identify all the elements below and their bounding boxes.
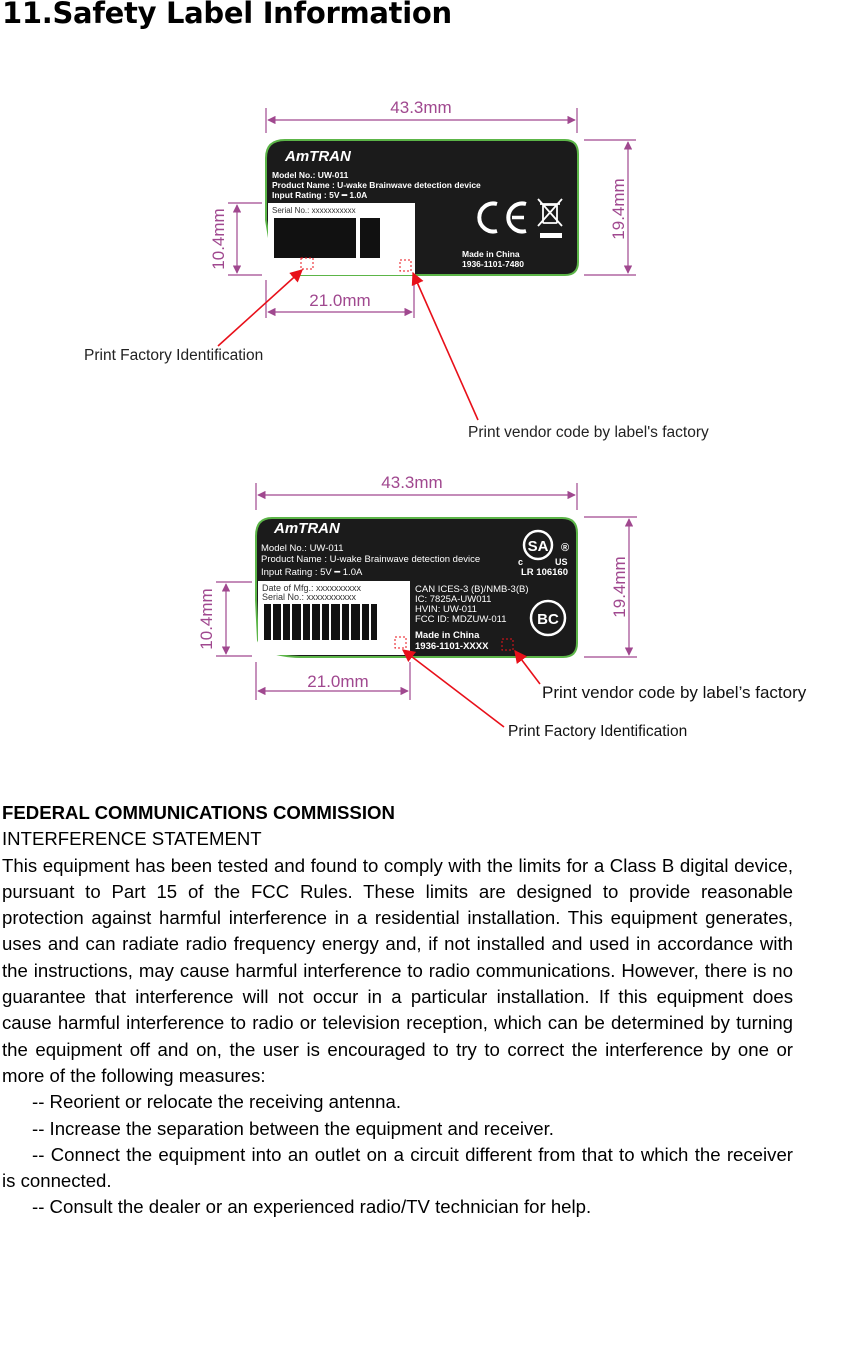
label-2-fcc-id: FCC ID: MDZUW-011 (415, 614, 507, 625)
csa-c-label: c (518, 557, 524, 567)
csa-lr-label: LR 106160 (521, 567, 569, 578)
label-2-part-no: 1936-1101-XXXX (415, 641, 489, 652)
page-heading: 11.Safety Label Information (2, 0, 452, 30)
label-1-barcode-block (274, 218, 356, 258)
label-2-model: Model No.: UW-011 (261, 543, 344, 554)
label-2-made-in: Made in China (415, 630, 480, 641)
label-2-rating: Input Rating : 5V ━ 1.0A (261, 567, 363, 578)
bc-mark-text: BC (537, 611, 559, 628)
fcc-measure-3: -- Connect the equipment into an outlet on a circuit different from that to which the receiver is connected. (2, 1143, 793, 1192)
svg-text:SA: SA (527, 538, 549, 555)
label-1-vendor-arrow (413, 273, 478, 420)
label-1-barcode-block-small (360, 218, 380, 258)
label-2-factory-callout: Print Factory Identification (508, 723, 688, 740)
label-1-part-no: 1936-1101-7480 (462, 259, 524, 269)
label-1-model: Model No.: UW-011 (272, 170, 349, 180)
label-2-hvin: HVIN: UW-011 (415, 604, 477, 615)
label-1-factory-arrow (218, 270, 302, 346)
label-2-mfg-date: Date of Mfg.: xxxxxxxxxx (262, 583, 362, 593)
label-2-factory-arrow (403, 650, 504, 727)
label-2-sub-height-dim: 10.4mm (197, 588, 216, 650)
label-2-height-dim: 19.4mm (610, 556, 629, 618)
label-1-rating: Input Rating : 5V ━ 1.0A (272, 190, 368, 200)
label-1-sub-height-dim: 10.4mm (209, 208, 228, 270)
label-1-height-dim: 19.4mm (609, 178, 628, 240)
label-2-product: Product Name : U-wake Brainwave detection device (261, 554, 481, 565)
label-2-sub-width-dim: 21.0mm (307, 672, 369, 691)
csa-us-label: US (555, 557, 568, 567)
fcc-measure-1: -- Reorient or relocate the receiving antenna. (32, 1091, 401, 1113)
fcc-body: This equipment has been tested and found to comply with the limits for a Class B digital device, pursuant to Part 15 of the FCC Rules. These limits are designed to provide reasonable protection against harmful interference in a residential installation. This equipment generates, uses and can radiate radio frequency energy and, if not installed and used in accordance with the instructions, may cause harmful interference to radio communications. However, there is no guarantee that interference will not occur in a particular installation. If this equipment does cause harmful interference to radio or television reception, which can be determined by turning the equipment off and on, the user is encouraged to try to correct the interference by one or more of the following measures: (2, 854, 793, 1086)
label-1 (84, 98, 709, 441)
label-1-made-in: Made in China (462, 249, 520, 259)
fcc-statement (2, 800, 793, 1221)
label-2-width-dim: 43.3mm (381, 473, 443, 492)
label-2 (197, 473, 807, 740)
svg-text:®: ® (561, 542, 570, 554)
fcc-subtitle: INTERFERENCE STATEMENT (2, 828, 262, 850)
label-1-factory-callout: Print Factory Identification (84, 347, 264, 364)
label-2-brand: AmTRAN (274, 520, 340, 537)
label-1-width-dim: 43.3mm (390, 98, 452, 117)
label-2-serial: Serial No.: xxxxxxxxxxx (262, 592, 357, 602)
label-1-sub-width-dim: 21.0mm (309, 291, 371, 310)
label-1-serial: Serial No.: xxxxxxxxxxx (272, 206, 356, 215)
fcc-title: FEDERAL COMMUNICATIONS COMMISSION (2, 802, 395, 823)
fcc-measure-2: -- Increase the separation between the equipment and receiver. (32, 1117, 554, 1139)
label-2-can-ices: CAN ICES-3 (B)/NMB-3(B) (415, 584, 529, 595)
fcc-measure-4: -- Consult the dealer or an experienced radio/TV technician for help. (32, 1196, 592, 1218)
label-1-product: Product Name : U-wake Brainwave detection device (272, 180, 481, 190)
label-2-ic: IC: 7825A-UW011 (415, 594, 492, 605)
label-1-brand: AmTRAN (285, 148, 351, 165)
label-1-vendor-callout: Print vendor code by label's factory (468, 424, 709, 441)
label-2-vendor-callout: Print vendor code by label’s factory (542, 683, 807, 702)
